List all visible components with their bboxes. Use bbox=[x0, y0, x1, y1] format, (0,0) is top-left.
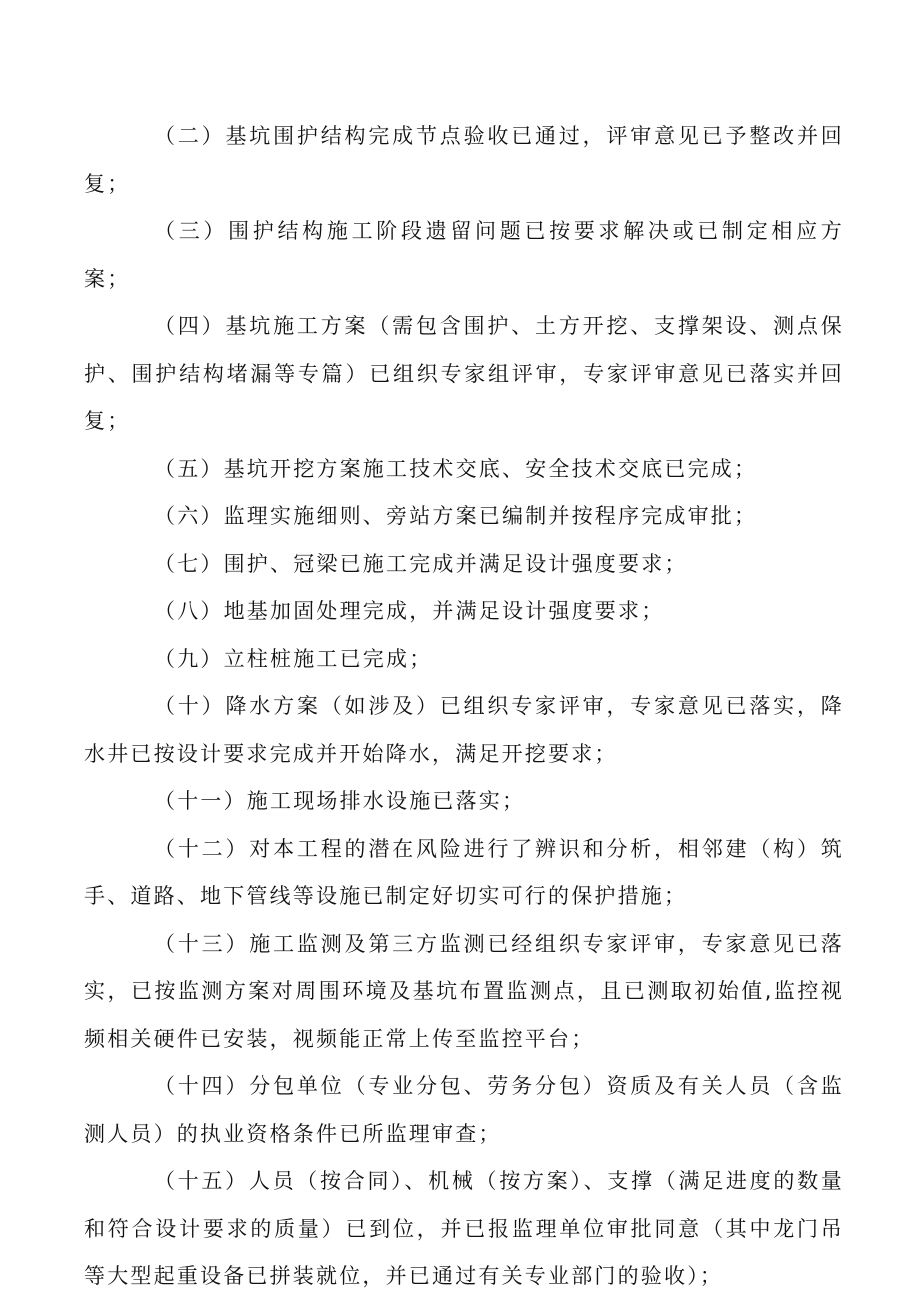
paragraph-item-2: （二）基坑围护结构完成节点验收已通过，评审意见已予整改并回复； bbox=[84, 124, 844, 196]
paragraph-item-15: （十五）人员（按合同）、机械（按方案）、支撑（满足进度的数量和符合设计要求的质量）已到位，并已报监理单位审批同意（其中龙门吊等大型起重设备已拼装就位，并已通过有关专业部门的验收）； bbox=[84, 1169, 844, 1288]
paragraph-item-3: （三）围护结构施工阶段遗留问题已按要求解决或已制定相应方案； bbox=[84, 219, 844, 291]
paragraph-item-10: （十）降水方案（如涉及）已组织专家评审，专家意见已落实，降水井已按设计要求完成并开始降水，满足开挖要求； bbox=[84, 694, 844, 766]
paragraph-item-4: （四）基坑施工方案（需包含围护、土方开挖、支撑架设、测点保护、围护结构堵漏等专篇）已组织专家组评审，专家评审意见已落实并回复； bbox=[84, 314, 844, 433]
paragraph-item-13: （十三）施工监测及第三方监测已经组织专家评审，专家意见已落实，已按监测方案对周围环境及基坑布置监测点，且已测取初始值,监控视频相关硬件已安装，视频能正常上传至监控平台； bbox=[84, 931, 844, 1051]
paragraph-item-6: （六）监理实施细则、旁站方案已编制并按程序完成审批； bbox=[154, 504, 758, 528]
paragraph-item-11: （十一）施工现场排水设施已落实； bbox=[154, 789, 526, 813]
paragraph-item-5: （五）基坑开挖方案施工技术交底、安全技术交底已完成； bbox=[154, 456, 758, 481]
paragraph-item-8: （八）地基加固处理完成，并满足设计强度要求； bbox=[154, 599, 665, 623]
document-body bbox=[84, 113, 844, 1301]
paragraph-item-7: （七）围护、冠梁已施工完成并满足设计强度要求； bbox=[154, 551, 688, 576]
paragraph-item-14: （十四）分包单位（专业分包、劳务分包）资质及有关人员（含监测人员）的执业资格条件已所监理审查； bbox=[84, 1074, 844, 1146]
paragraph-item-12: （十二）对本工程的潜在风险进行了辨识和分析，相邻建（构）筑手、道路、地下管线等设施已制定好切实可行的保护措施； bbox=[84, 836, 844, 908]
paragraph-item-9: （九）立柱桩施工已完成； bbox=[154, 646, 433, 671]
